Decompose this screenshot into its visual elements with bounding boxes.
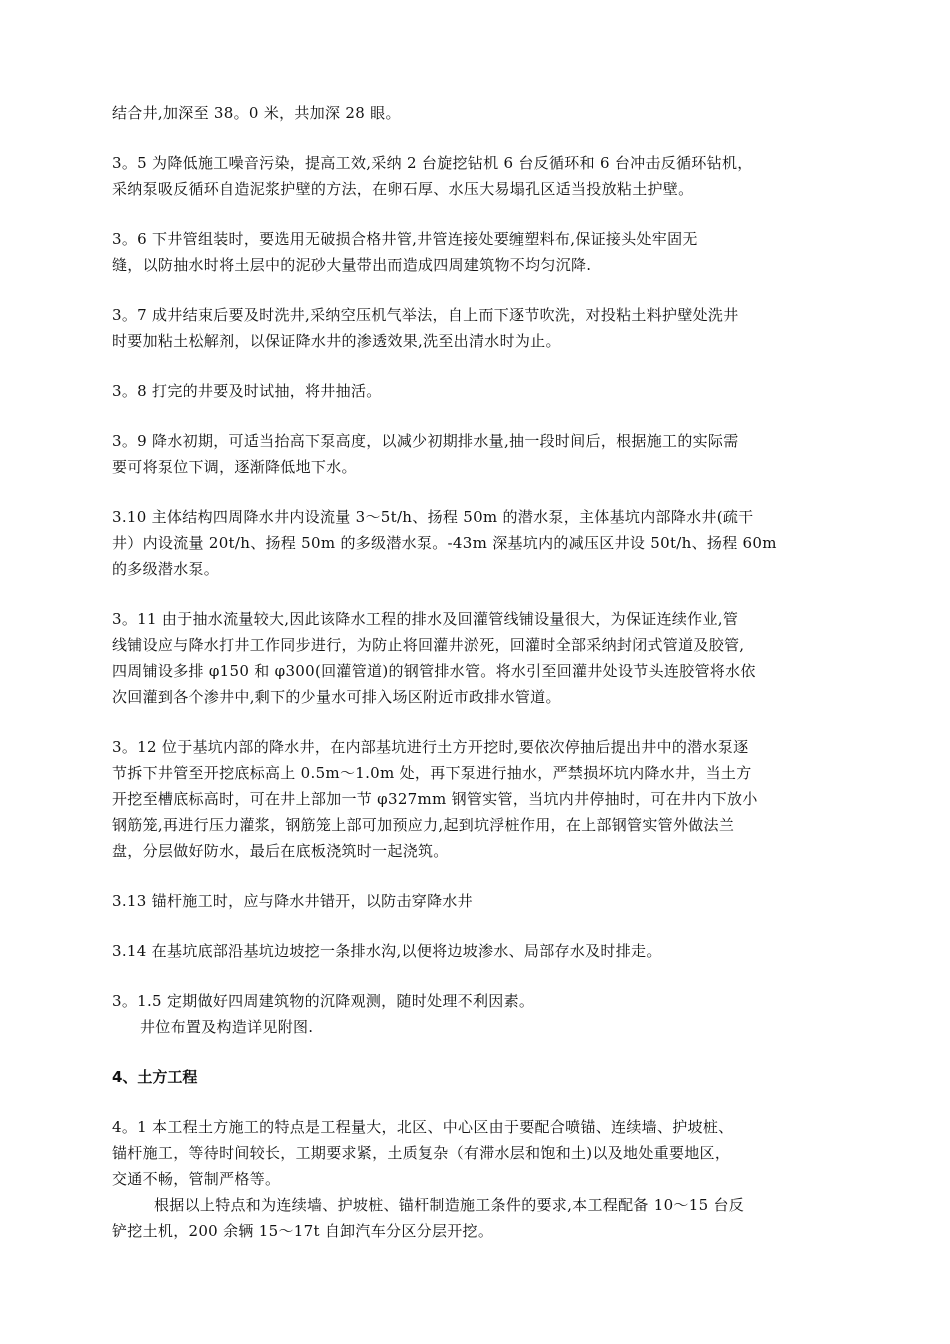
paragraph-line: 缝，以防抽水时将土层中的泥砂大量带出而造成四周建筑物不均匀沉降. bbox=[112, 256, 592, 274]
paragraph-line: 的多级潜水泵。 bbox=[112, 560, 220, 578]
paragraph-line: 锚杆施工，等待时间较长，工期要求紧，土质复杂（有滞水层和饱和土)以及地处重要地区， bbox=[112, 1144, 731, 1162]
paragraph-line: 线铺设应与降水打井工作同步进行，为防止将回灌井淤死，回灌时全部采纳封闭式管道及胶管, bbox=[112, 636, 745, 654]
paragraph-line: 3。7 成井结束后要及时洗井,采纳空压机气举法，自上而下逐节吹洗，对投粘土料护壁处洗井 bbox=[112, 306, 739, 324]
paragraph-line: 3.10 主体结构四周降水井内设流量 3～5t/h、扬程 50m 的潜水泵，主体基坑内部降水井(疏干 bbox=[112, 508, 754, 526]
paragraph bbox=[112, 226, 842, 278]
paragraph-line: 节拆下井管至开挖底标高上 0.5m～1.0m 处，再下泵进行抽水，严禁损坏坑内降水井，当土方 bbox=[112, 764, 752, 782]
paragraph-line: 四周铺设多排 φ150 和 φ300(回灌管道)的钢管排水管。将水引至回灌井处设节头连胶管将水依 bbox=[112, 662, 756, 680]
paragraph-3-15 bbox=[112, 988, 842, 1040]
paragraph-line: 开挖至槽底标高时，可在井上部加一节 φ327mm 钢管实管，当坑内井停抽时，可在井内下放小 bbox=[112, 790, 758, 808]
paragraph-4-1-continued bbox=[112, 1192, 842, 1244]
paragraph-line: 3。9 降水初期，可适当抬高下泵高度，以减少初期排水量,抽一段时间后，根据施工的实际需 bbox=[112, 432, 739, 450]
paragraph-line: 井）内设流量 20t/h、扬程 50m 的多级潜水泵。-43m 深基坑内的减压区井设 50t/h、扬程 60m bbox=[112, 534, 777, 552]
paragraph-line: 要可将泵位下调，逐渐降低地下水。 bbox=[112, 458, 357, 476]
paragraph bbox=[112, 378, 842, 404]
section-heading-4: 4、土方工程 bbox=[112, 1068, 198, 1086]
paragraph-line: 结合井,加深至 38。0 米，共加深 28 眼。 bbox=[112, 104, 401, 122]
paragraph bbox=[112, 938, 842, 964]
paragraph-line: 井位布置及构造详见附图. bbox=[140, 1018, 314, 1036]
paragraph bbox=[112, 504, 842, 582]
paragraph-line: 3。6 下井管组装时，要选用无破损合格井管,井管连接处要缠塑料布,保证接头处牢固无 bbox=[112, 230, 698, 248]
paragraph-line: 次回灌到各个渗井中,剩下的少量水可排入场区附近市政排水管道。 bbox=[112, 688, 561, 706]
paragraph-line: 采纳泵吸反循环自造泥浆护壁的方法，在卵石厚、水压大易塌孔区适当投放粘土护壁。 bbox=[112, 180, 694, 198]
paragraph-line: 3.13 锚杆施工时，应与降水井错开，以防击穿降水井 bbox=[112, 892, 473, 910]
paragraph bbox=[112, 302, 842, 354]
paragraph-line: 时要加粘土松解剂，以保证降水井的渗透效果,洗至出清水时为止。 bbox=[112, 332, 561, 350]
paragraph bbox=[112, 888, 842, 914]
paragraph-line: 3。11 由于抽水流量较大,因此该降水工程的排水及回灌管线铺设量很大，为保证连续作业,管 bbox=[112, 610, 739, 628]
paragraph-line: 4。1 本工程土方施工的特点是工程量大，北区、中心区由于要配合喷锚、连续墙、护坡桩、 bbox=[112, 1118, 734, 1136]
paragraph-line: 钢筋笼,再进行压力灌浆，钢筋笼上部可加预应力,起到坑浮桩作用，在上部钢管实管外做法兰 bbox=[112, 816, 735, 834]
paragraph-list bbox=[112, 100, 842, 964]
paragraph-line: 根据以上特点和为连续墙、护坡桩、锚杆制造施工条件的要求,本工程配备 10～15 台反 bbox=[154, 1196, 745, 1214]
paragraph bbox=[112, 428, 842, 480]
paragraph-line: 盘，分层做好防水，最后在底板浇筑时一起浇筑。 bbox=[112, 842, 449, 860]
paragraph bbox=[112, 150, 842, 202]
paragraph-line: 3。12 位于基坑内部的降水井，在内部基坑进行土方开挖时,要依次停抽后提出井中的潜水泵逐 bbox=[112, 738, 749, 756]
paragraph-4-1 bbox=[112, 1114, 842, 1192]
paragraph-line: 3。1.5 定期做好四周建筑物的沉降观测，随时处理不利因素。 bbox=[112, 992, 535, 1010]
paragraph-line: 交通不畅，管制严格等。 bbox=[112, 1170, 281, 1188]
document-page bbox=[112, 100, 842, 1268]
paragraph-line: 3。8 打完的井要及时试抽，将井抽活。 bbox=[112, 382, 382, 400]
paragraph-line: 3。5 为降低施工噪音污染，提高工效,采纳 2 台旋挖钻机 6 台反循环和 6 台冲击反循环钻机， bbox=[112, 154, 753, 172]
paragraph bbox=[112, 100, 842, 126]
paragraph bbox=[112, 734, 842, 864]
paragraph bbox=[112, 606, 842, 710]
paragraph-line: 铲挖土机，200 余辆 15～17t 自卸汽车分区分层开挖。 bbox=[112, 1222, 494, 1240]
paragraph-line: 3.14 在基坑底部沿基坑边坡挖一条排水沟,以便将边坡渗水、局部存水及时排走。 bbox=[112, 942, 662, 960]
